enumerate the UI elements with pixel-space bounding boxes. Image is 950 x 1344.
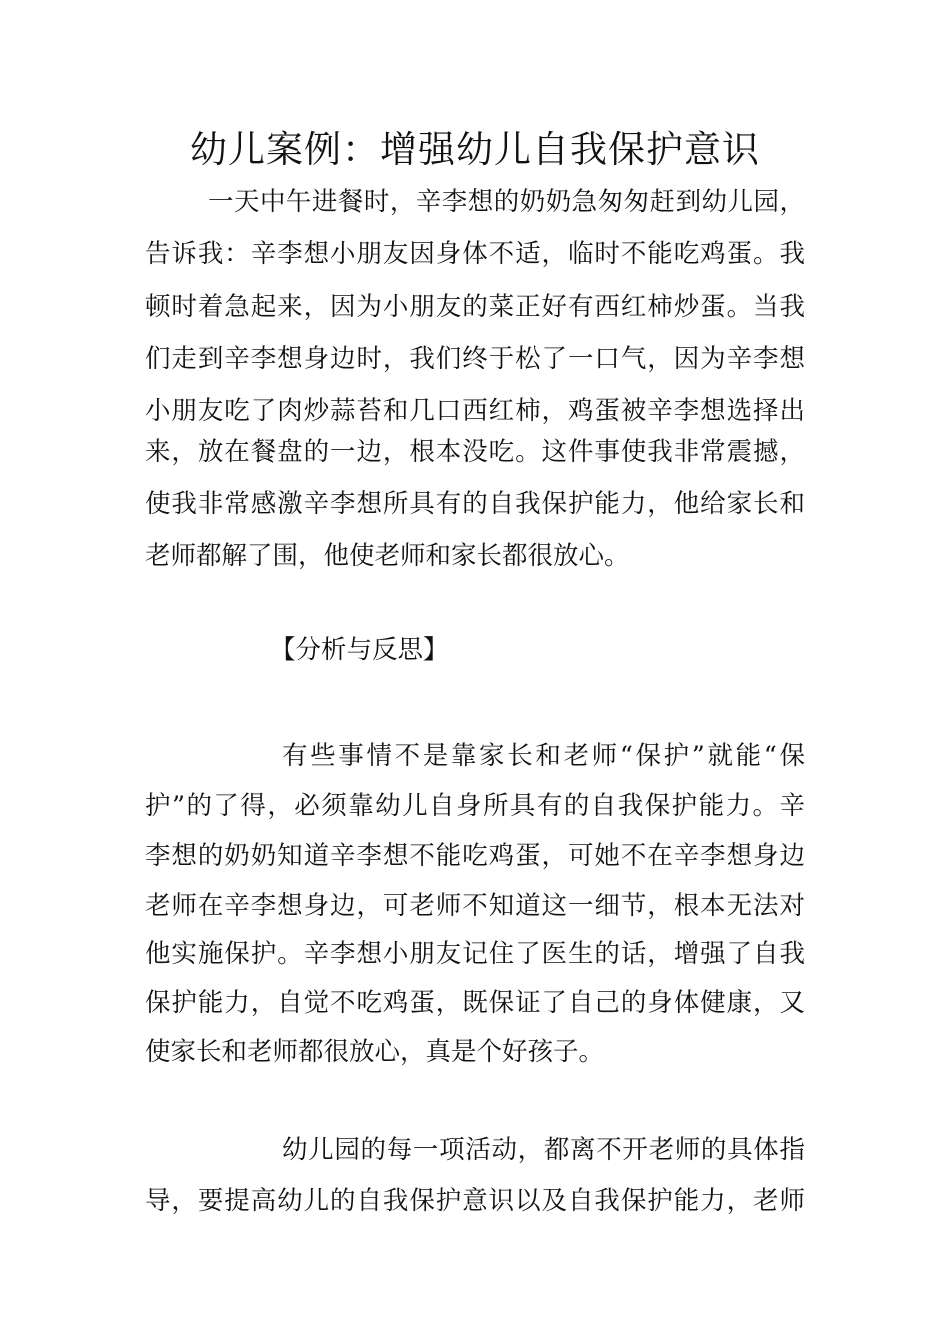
paragraph-2-line-3: 李想的奶奶知道辛李想不能吃鸡蛋，可她不在辛李想身边 [145,841,805,871]
paragraph-1-line-7: 使我非常感激辛李想所具有的自我保护能力，他给家长和 [145,489,805,519]
paragraph-3-line-2: 导，要提高幼儿的自我保护意识以及自我保护能力，老师 [145,1186,805,1216]
paragraph-2-line-5: 他实施保护。辛李想小朋友记住了医生的话，增强了自我 [145,939,805,969]
paragraph-2-line-7: 使家长和老师都很放心，真是个好孩子。 [145,1037,605,1067]
paragraph-1-line-1: 一天中午进餐时，辛李想的奶奶急匆匆赶到幼儿园， [208,187,805,217]
paragraph-1-line-5: 小朋友吃了肉炒蒜苔和几口西红柿，鸡蛋被辛李想选择出 [145,396,805,426]
paragraph-2-line-6: 保护能力，自觉不吃鸡蛋，既保证了自己的身体健康，又 [145,988,805,1018]
document-title: 幼儿案例：增强幼儿自我保护意识 [190,128,760,171]
paragraph-1-line-3: 顿时着急起来，因为小朋友的菜正好有西红柿炒蛋。当我 [145,292,805,322]
paragraph-2-line-4: 老师在辛李想身边，可老师不知道这一细节，根本无法对 [145,891,805,921]
section-heading: 【分析与反思】 [270,635,449,665]
paragraph-1-line-4: 们走到辛李想身边时，我们终于松了一口气，因为辛李想 [145,344,805,374]
paragraph-1-line-8: 老师都解了围，他使老师和家长都很放心。 [145,541,630,571]
paragraph-1-line-6: 来，放在餐盘的一边，根本没吃。这件事使我非常震撼， [145,437,805,467]
paragraph-2-line-1: 有些事情不是靠家长和老师“保护”就能“保 [282,741,805,771]
paragraph-3-line-1: 幼儿园的每一项活动，都离不开老师的具体指 [282,1135,805,1165]
paragraph-2-line-2: 护”的了得，必须靠幼儿自身所具有的自我保护能力。辛 [145,791,805,821]
paragraph-1-line-2: 告诉我：辛李想小朋友因身体不适，临时不能吃鸡蛋。我 [145,239,805,269]
